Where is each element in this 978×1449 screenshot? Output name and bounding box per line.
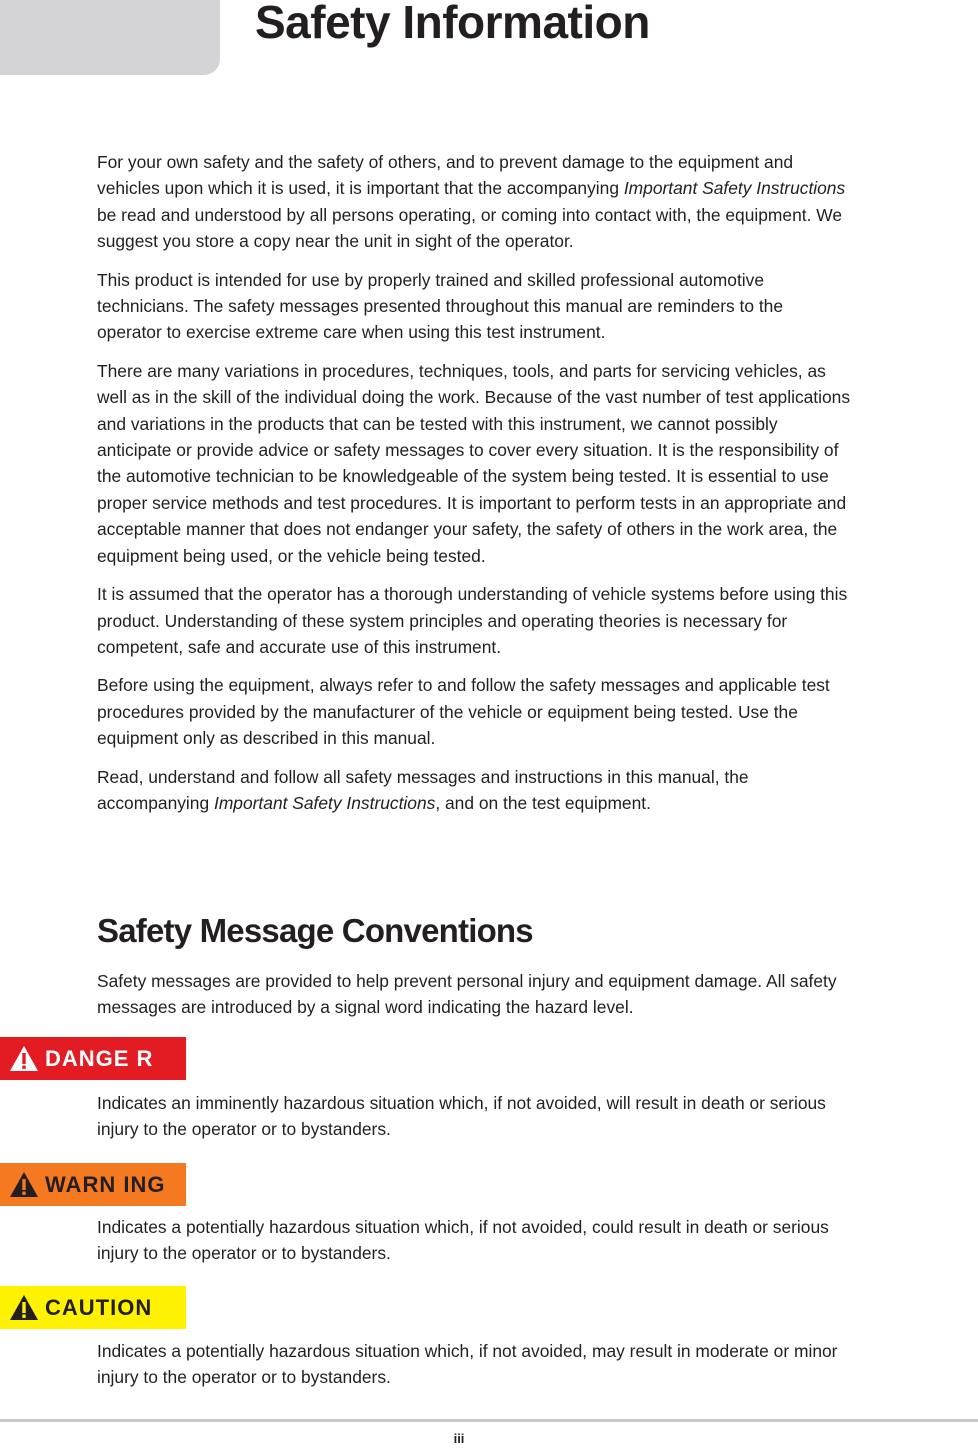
signal-word: CAUTION	[45, 1294, 153, 1320]
text-line: operator to exercise extreme care when using this test instrument.	[97, 322, 606, 343]
text-line: Before using the equipment, always refer to and follow the safety messages and applicable test	[97, 675, 830, 696]
section-heading: Safety Message Conventions	[97, 912, 533, 949]
page-title: Safety Information	[255, 0, 650, 48]
intro-paragraph-5	[97, 672, 978, 751]
section-intro	[97, 968, 837, 1021]
warning-triangle-icon	[9, 1045, 39, 1072]
intro-paragraph-1	[97, 149, 978, 255]
text-line: technicians. The safety messages presented throughout this manual are reminders to the	[97, 296, 784, 317]
text-line	[97, 175, 978, 201]
warning-triangle-icon	[9, 1171, 39, 1198]
text-line: competent, safe and accurate use of this instrument.	[97, 636, 502, 657]
text-line: proper service methods and test procedures. It is important to perform tests in an appropriate and	[97, 492, 847, 513]
text-line: Safety messages are provided to help prevent personal injury and equipment damage. All safety	[97, 971, 837, 991]
text-line: Read, understand and follow all safety messages and instructions in this manual, the	[97, 766, 749, 787]
text-line	[97, 790, 978, 816]
text-line: injury to the operator or to bystanders.	[97, 1119, 391, 1140]
intro-paragraph-2	[97, 267, 978, 346]
text-line: Indicates an imminently hazardous situation which, if not avoided, will result in death or serious	[97, 1093, 826, 1113]
text-line: the automotive technician to be knowledgeable of the system being tested. It is essential to use	[97, 466, 829, 487]
text-line: injury to the operator or to bystanders.	[97, 1367, 391, 1388]
text-line: anticipate or provide advice or safety messages to cover every situation. It is the responsibility of	[97, 440, 839, 461]
text-line: This product is intended for use by properly trained and skilled professional automotive	[97, 269, 765, 290]
document-title-reference: Important Safety Instructions	[623, 178, 846, 199]
document-title-reference: Important Safety Instructions	[213, 792, 436, 813]
text-line: acceptable manner that does not endanger your safety, the safety of others in the work area, the	[97, 519, 838, 540]
intro-paragraph-4	[97, 581, 978, 660]
text-line: equipment only as described in this manual.	[97, 728, 436, 749]
text-line: For your own safety and the safety of others, and to prevent damage to the equipment and	[97, 152, 794, 172]
warning-triangle-icon	[9, 1294, 39, 1321]
text-fragment: vehicles upon which it is used, it is important that the accompanying	[97, 178, 624, 199]
text-line: It is assumed that the operator has a thorough understanding of vehicle systems before using this	[97, 584, 848, 605]
text-line: well as in the skill of the individual doing the work. Because of the vast number of test applications	[97, 387, 851, 408]
caution-description	[97, 1338, 837, 1391]
page-number: iii	[453, 1431, 465, 1446]
warning-signal-label	[0, 1163, 186, 1206]
intro-paragraph-6	[97, 764, 978, 817]
text-line: injury to the operator or to bystanders.	[97, 1243, 391, 1264]
text-line: There are many variations in procedures, techniques, tools, and parts for servicing vehicles, as	[97, 360, 826, 381]
text-line: equipment being used, or the vehicle being tested.	[97, 545, 486, 566]
signal-word: WARN ING	[45, 1171, 166, 1197]
text-line: messages are introduced by a signal word indicating the hazard level.	[97, 997, 634, 1018]
text-fragment: , and on the test equipment.	[435, 792, 651, 813]
text-line: procedures provided by the manufacturer of the vehicle or equipment being tested. Use the	[97, 701, 798, 722]
text-line: Indicates a potentially hazardous situation which, if not avoided, could result in death or serious	[97, 1217, 829, 1237]
danger-signal-label	[0, 1037, 186, 1080]
intro-paragraph-3	[97, 358, 978, 569]
signal-word: DANGE R	[45, 1045, 154, 1071]
text-line: and variations in the products that can be tested with this instrument, we cannot possibly	[97, 413, 778, 434]
text-line: suggest you store a copy near the unit in sight of the operator.	[97, 231, 574, 252]
text-line: Indicates a potentially hazardous situation which, if not avoided, may result in moderate or minor	[97, 1341, 838, 1361]
intro-section	[97, 149, 978, 828]
danger-description	[97, 1090, 826, 1143]
footer-divider	[0, 1419, 978, 1422]
text-fragment: accompanying	[97, 792, 214, 813]
text-line: product. Understanding of these system principles and operating theories is necessary for	[97, 610, 788, 631]
caution-signal-label	[0, 1286, 186, 1329]
header-tab	[0, 0, 220, 75]
warning-description	[97, 1214, 829, 1267]
text-line: be read and understood by all persons operating, or coming into contact with, the equipment. We	[97, 204, 843, 225]
